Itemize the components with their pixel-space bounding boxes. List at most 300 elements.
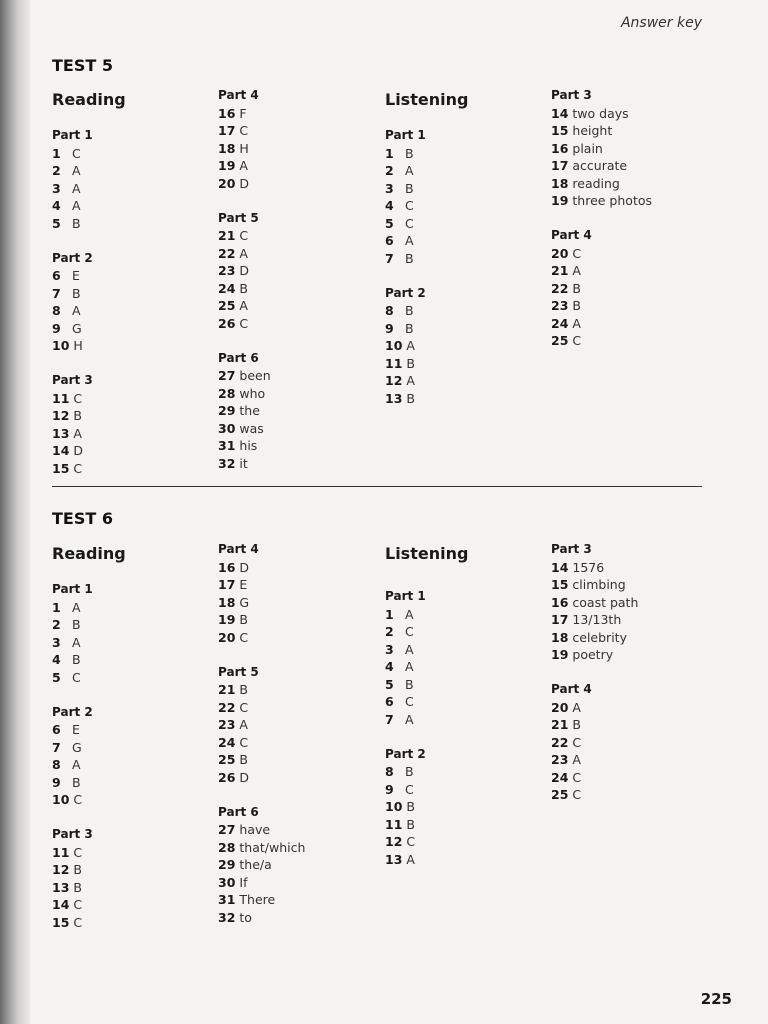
answer-row xyxy=(218,769,383,787)
question-number: 1 xyxy=(52,145,61,161)
part-heading: Part 4 xyxy=(551,682,592,696)
section-heading: Reading xyxy=(52,90,126,109)
test-6-listening-column xyxy=(385,544,550,868)
question-number: 13 xyxy=(52,425,70,441)
question-number: 21 xyxy=(551,263,569,278)
question-number: 17 xyxy=(218,577,236,592)
answer-value: C xyxy=(239,123,249,138)
answer-value: A xyxy=(71,163,81,178)
answer-value: A xyxy=(404,163,414,178)
answer-value: A xyxy=(73,425,82,441)
answer-value: C xyxy=(73,792,83,807)
part-heading: Part 5 xyxy=(218,664,259,679)
question-number: 21 xyxy=(551,717,569,732)
question-number: 18 xyxy=(551,629,569,645)
answer-value: three photos xyxy=(572,193,652,208)
question-number: 12 xyxy=(385,834,403,849)
answer-value: C xyxy=(239,629,249,645)
answer-value: 13/13th xyxy=(572,612,622,627)
answer-row xyxy=(385,763,550,781)
answer-row xyxy=(218,402,383,420)
answer-value: A xyxy=(406,338,415,353)
question-number: 21 xyxy=(218,228,236,243)
answer-row xyxy=(218,315,383,333)
test-5-title: TEST 5 xyxy=(52,56,113,75)
answer-value: C xyxy=(239,228,249,243)
question-number: 25 xyxy=(551,333,569,348)
question-number: 23 xyxy=(551,752,569,767)
question-number: 4 xyxy=(385,659,394,674)
answer-value: B xyxy=(404,764,414,779)
answer-value: D xyxy=(239,769,250,785)
answer-row xyxy=(218,576,383,594)
part-heading: Part 6 xyxy=(218,350,259,365)
question-number: 10 xyxy=(385,338,403,353)
question-number: 4 xyxy=(52,652,61,667)
answer-row xyxy=(385,162,550,180)
answer-row xyxy=(218,891,383,909)
answer-value: B xyxy=(71,774,81,790)
answer-row xyxy=(52,651,217,669)
answer-row xyxy=(52,145,217,163)
question-number: 24 xyxy=(551,769,569,785)
answer-row xyxy=(52,774,217,792)
answer-value: it xyxy=(239,455,248,471)
answer-row xyxy=(52,267,217,285)
question-number: 1 xyxy=(385,145,394,161)
answer-value: E xyxy=(239,577,248,592)
answer-row xyxy=(218,262,383,280)
answer-row xyxy=(551,105,716,123)
question-number: 15 xyxy=(551,577,569,592)
answer-value: height xyxy=(572,123,613,138)
answer-row xyxy=(551,175,716,193)
answer-value: B xyxy=(71,652,81,667)
answer-value: E xyxy=(71,722,80,737)
answer-value: A xyxy=(239,158,248,173)
answer-row xyxy=(385,711,550,729)
question-number: 4 xyxy=(385,198,394,213)
part-heading: Part 2 xyxy=(385,746,426,761)
answer-value: There xyxy=(239,892,276,907)
answer-value: C xyxy=(404,781,414,797)
test-5-listening-column xyxy=(385,90,550,407)
answer-value: C xyxy=(71,669,81,685)
answer-value: C xyxy=(572,787,582,802)
answer-value: reading xyxy=(572,175,620,191)
question-number: 6 xyxy=(385,233,394,248)
answer-value: A xyxy=(239,717,248,732)
answer-row xyxy=(218,437,383,455)
answer-value: C xyxy=(239,315,249,331)
question-number: 11 xyxy=(52,390,70,406)
test-6-listening-column-2 xyxy=(551,541,716,804)
answer-row xyxy=(551,559,716,577)
answer-value: two days xyxy=(572,105,629,121)
answer-row xyxy=(551,699,716,717)
answer-row xyxy=(52,861,217,879)
answer-value: C xyxy=(404,694,414,709)
question-number: 4 xyxy=(52,198,61,213)
part-heading: Part 1 xyxy=(52,128,93,142)
answer-value: plain xyxy=(572,140,603,156)
question-number: 5 xyxy=(52,669,61,685)
question-number: 3 xyxy=(52,634,61,650)
answer-row xyxy=(218,420,383,438)
answer-value: D xyxy=(239,263,250,278)
answer-value: C xyxy=(73,897,83,912)
question-number: 7 xyxy=(52,739,61,755)
answer-value: who xyxy=(239,385,266,401)
question-number: 3 xyxy=(385,641,394,657)
answer-value: C xyxy=(572,245,582,261)
question-number: 16 xyxy=(551,140,569,156)
answer-row xyxy=(52,390,217,408)
answer-value: B xyxy=(239,682,248,697)
answer-value: B xyxy=(71,285,81,301)
answer-value: C xyxy=(239,699,249,715)
question-number: 29 xyxy=(218,403,236,418)
section-heading: Listening xyxy=(385,90,469,109)
answer-value: C xyxy=(572,769,582,785)
question-number: 23 xyxy=(551,298,569,313)
answer-row xyxy=(218,455,383,473)
test-6-title: TEST 6 xyxy=(52,509,113,528)
question-number: 30 xyxy=(218,420,236,436)
answer-row xyxy=(385,641,550,659)
question-number: 2 xyxy=(385,624,394,639)
question-number: 19 xyxy=(551,193,569,208)
answer-value: G xyxy=(71,739,82,755)
answer-value: E xyxy=(71,268,80,283)
answer-row xyxy=(385,851,550,869)
question-number: 26 xyxy=(218,769,236,785)
answer-value: B xyxy=(572,717,581,732)
answer-value: B xyxy=(404,250,414,266)
answer-value: B xyxy=(404,676,414,692)
answer-value: A xyxy=(404,606,414,622)
answer-value: C xyxy=(572,734,582,750)
answer-value: B xyxy=(404,180,414,196)
answer-row xyxy=(385,623,550,641)
question-number: 22 xyxy=(218,699,236,715)
test-5-reading-column-2 xyxy=(218,87,383,472)
answer-value: A xyxy=(406,851,415,867)
answer-row xyxy=(52,197,217,215)
answer-row xyxy=(218,716,383,734)
section-heading: Reading xyxy=(52,544,126,563)
question-number: 15 xyxy=(551,123,569,138)
answer-value: B xyxy=(73,862,82,877)
part-heading: Part 2 xyxy=(52,704,93,719)
answer-value: H xyxy=(73,338,83,353)
answer-value: B xyxy=(572,298,581,313)
answer-row xyxy=(385,215,550,233)
answer-row xyxy=(218,611,383,629)
question-number: 1 xyxy=(385,606,394,622)
question-number: 26 xyxy=(218,315,236,331)
answer-row xyxy=(551,192,716,210)
question-number: 9 xyxy=(52,774,61,790)
answer-row xyxy=(551,157,716,175)
answer-row xyxy=(52,320,217,338)
answer-row xyxy=(385,816,550,834)
question-number: 31 xyxy=(218,892,236,907)
answer-value: B xyxy=(406,355,415,371)
question-number: 27 xyxy=(218,822,236,837)
answer-row xyxy=(52,721,217,739)
question-number: 17 xyxy=(218,123,236,138)
question-number: 8 xyxy=(52,303,61,318)
answer-row xyxy=(218,856,383,874)
test-5-reading-column xyxy=(52,90,217,477)
answer-row xyxy=(218,839,383,857)
answer-value: was xyxy=(239,420,264,436)
answer-row xyxy=(52,844,217,862)
question-number: 9 xyxy=(385,320,394,336)
question-number: 12 xyxy=(52,408,70,423)
question-number: 16 xyxy=(218,559,236,575)
answer-row xyxy=(218,734,383,752)
question-number: 30 xyxy=(218,874,236,890)
question-number: 23 xyxy=(218,263,236,278)
question-number: 7 xyxy=(385,711,394,727)
answer-value: celebrity xyxy=(572,629,627,645)
part-heading: Part 5 xyxy=(218,210,259,225)
answer-row xyxy=(551,262,716,280)
answer-value: A xyxy=(71,599,81,615)
answer-row xyxy=(218,559,383,577)
answer-value: C xyxy=(73,914,83,930)
answer-value: G xyxy=(239,594,250,610)
question-number: 32 xyxy=(218,909,236,925)
question-number: 17 xyxy=(551,158,569,173)
answer-row xyxy=(551,716,716,734)
answer-value: C xyxy=(404,215,414,231)
answer-value: C xyxy=(73,390,83,406)
question-number: 15 xyxy=(52,460,70,476)
answer-row xyxy=(218,909,383,927)
answer-row xyxy=(551,140,716,158)
answer-value: coast path xyxy=(572,594,639,610)
part-heading: Part 1 xyxy=(52,582,93,596)
answer-row xyxy=(551,769,716,787)
answer-row xyxy=(551,594,716,612)
test-6-reading-column-2 xyxy=(218,541,383,926)
answer-row xyxy=(52,914,217,932)
question-number: 13 xyxy=(385,390,403,406)
question-number: 8 xyxy=(385,303,394,318)
question-number: 1 xyxy=(52,599,61,615)
question-number: 2 xyxy=(52,163,61,178)
question-number: 15 xyxy=(52,914,70,930)
question-number: 3 xyxy=(52,180,61,196)
answer-row xyxy=(52,879,217,897)
answer-row xyxy=(218,157,383,175)
answer-row xyxy=(385,781,550,799)
part-heading: Part 2 xyxy=(52,250,93,265)
answer-value: A xyxy=(239,298,248,313)
question-number: 19 xyxy=(218,612,236,627)
answer-value: A xyxy=(71,757,81,772)
answer-value: 1576 xyxy=(572,559,605,575)
answer-value: B xyxy=(71,215,81,231)
answer-value: A xyxy=(71,303,81,318)
question-number: 32 xyxy=(218,455,236,471)
answer-row xyxy=(385,355,550,373)
answer-value: accurate xyxy=(572,158,628,173)
question-number: 18 xyxy=(551,175,569,191)
answer-row xyxy=(385,390,550,408)
answer-row xyxy=(218,105,383,123)
part-heading: Part 1 xyxy=(385,128,426,142)
answer-value: B xyxy=(404,320,414,336)
answer-value: A xyxy=(404,233,414,248)
answer-row xyxy=(52,302,217,320)
answer-value: C xyxy=(71,145,81,161)
question-number: 22 xyxy=(551,734,569,750)
answer-value: the xyxy=(239,403,260,418)
answer-row xyxy=(551,297,716,315)
question-number: 28 xyxy=(218,839,236,855)
question-number: 21 xyxy=(218,682,236,697)
answer-value: A xyxy=(71,198,81,213)
question-number: 3 xyxy=(385,180,394,196)
answer-row xyxy=(385,232,550,250)
answer-row xyxy=(385,798,550,816)
question-number: 6 xyxy=(385,694,394,709)
section-heading: Listening xyxy=(385,544,469,563)
part-heading: Part 3 xyxy=(52,827,93,841)
answer-row xyxy=(218,227,383,245)
answer-row xyxy=(52,669,217,687)
question-number: 10 xyxy=(52,338,70,353)
answer-row xyxy=(52,425,217,443)
question-number: 28 xyxy=(218,385,236,401)
part-heading: Part 2 xyxy=(385,285,426,300)
question-number: 20 xyxy=(551,699,569,715)
answer-row xyxy=(385,197,550,215)
question-number: 7 xyxy=(52,285,61,301)
answer-value: the/a xyxy=(239,857,272,872)
answer-row xyxy=(52,460,217,478)
answer-row xyxy=(218,297,383,315)
part-heading: Part 4 xyxy=(218,542,259,556)
answer-row xyxy=(218,699,383,717)
answer-value: A xyxy=(572,263,581,278)
answer-value: A xyxy=(239,245,248,261)
question-number: 22 xyxy=(218,245,236,261)
answer-row xyxy=(385,145,550,163)
question-number: 5 xyxy=(385,215,394,231)
answer-value: B xyxy=(73,408,82,423)
answer-row xyxy=(52,896,217,914)
answer-value: C xyxy=(404,198,414,213)
answer-row xyxy=(551,122,716,140)
part-heading: Part 3 xyxy=(52,373,93,387)
answer-value: C xyxy=(239,734,249,750)
question-number: 20 xyxy=(551,245,569,261)
question-number: 11 xyxy=(385,816,403,832)
answer-row xyxy=(385,250,550,268)
answer-row xyxy=(52,634,217,652)
answer-row xyxy=(551,751,716,769)
answer-row xyxy=(52,162,217,180)
question-number: 16 xyxy=(218,105,236,121)
question-number: 19 xyxy=(551,647,569,662)
answer-value: B xyxy=(406,816,415,832)
question-number: 6 xyxy=(52,268,61,283)
answer-row xyxy=(52,599,217,617)
question-number: 25 xyxy=(218,298,236,313)
answer-value: A xyxy=(406,373,415,388)
answer-row xyxy=(385,180,550,198)
part-heading: Part 4 xyxy=(551,228,592,242)
question-number: 20 xyxy=(218,175,236,191)
answer-value: B xyxy=(239,752,248,767)
question-number: 25 xyxy=(218,752,236,767)
answer-value: A xyxy=(572,699,581,715)
question-number: 5 xyxy=(385,676,394,692)
question-number: 14 xyxy=(551,105,569,121)
answer-value: his xyxy=(239,438,258,453)
question-number: 29 xyxy=(218,857,236,872)
answer-value: poetry xyxy=(572,647,614,662)
question-number: 27 xyxy=(218,368,236,383)
answer-row xyxy=(551,280,716,298)
answer-value: A xyxy=(71,634,81,650)
answer-row xyxy=(551,611,716,629)
answer-row xyxy=(385,372,550,390)
answer-row xyxy=(385,606,550,624)
answer-value: to xyxy=(239,909,252,925)
answer-value: A xyxy=(404,641,414,657)
question-number: 10 xyxy=(385,799,403,814)
answer-row xyxy=(52,756,217,774)
answer-row xyxy=(52,739,217,757)
question-number: 13 xyxy=(52,879,70,895)
answer-row xyxy=(551,646,716,664)
answer-value: G xyxy=(71,320,82,336)
answer-value: D xyxy=(239,559,250,575)
question-number: 6 xyxy=(52,722,61,737)
answer-row xyxy=(218,140,383,158)
answer-row xyxy=(218,594,383,612)
question-number: 14 xyxy=(52,897,70,912)
answer-value: B xyxy=(71,617,81,632)
answer-row xyxy=(52,180,217,198)
answer-row xyxy=(385,833,550,851)
question-number: 17 xyxy=(551,612,569,627)
answer-value: D xyxy=(73,443,84,458)
answer-row xyxy=(218,681,383,699)
question-number: 14 xyxy=(551,559,569,575)
answer-value: B xyxy=(239,280,248,296)
question-number: 24 xyxy=(551,315,569,331)
question-number: 18 xyxy=(218,594,236,610)
answer-value: B xyxy=(572,280,581,296)
answer-row xyxy=(218,367,383,385)
question-number: 7 xyxy=(385,250,394,266)
part-heading: Part 3 xyxy=(551,88,592,102)
answer-value: A xyxy=(404,659,414,674)
question-number: 11 xyxy=(385,355,403,371)
question-number: 24 xyxy=(218,734,236,750)
question-number: 12 xyxy=(52,862,70,877)
answer-row xyxy=(551,315,716,333)
answer-row xyxy=(551,245,716,263)
page-number: 225 xyxy=(700,990,732,1008)
